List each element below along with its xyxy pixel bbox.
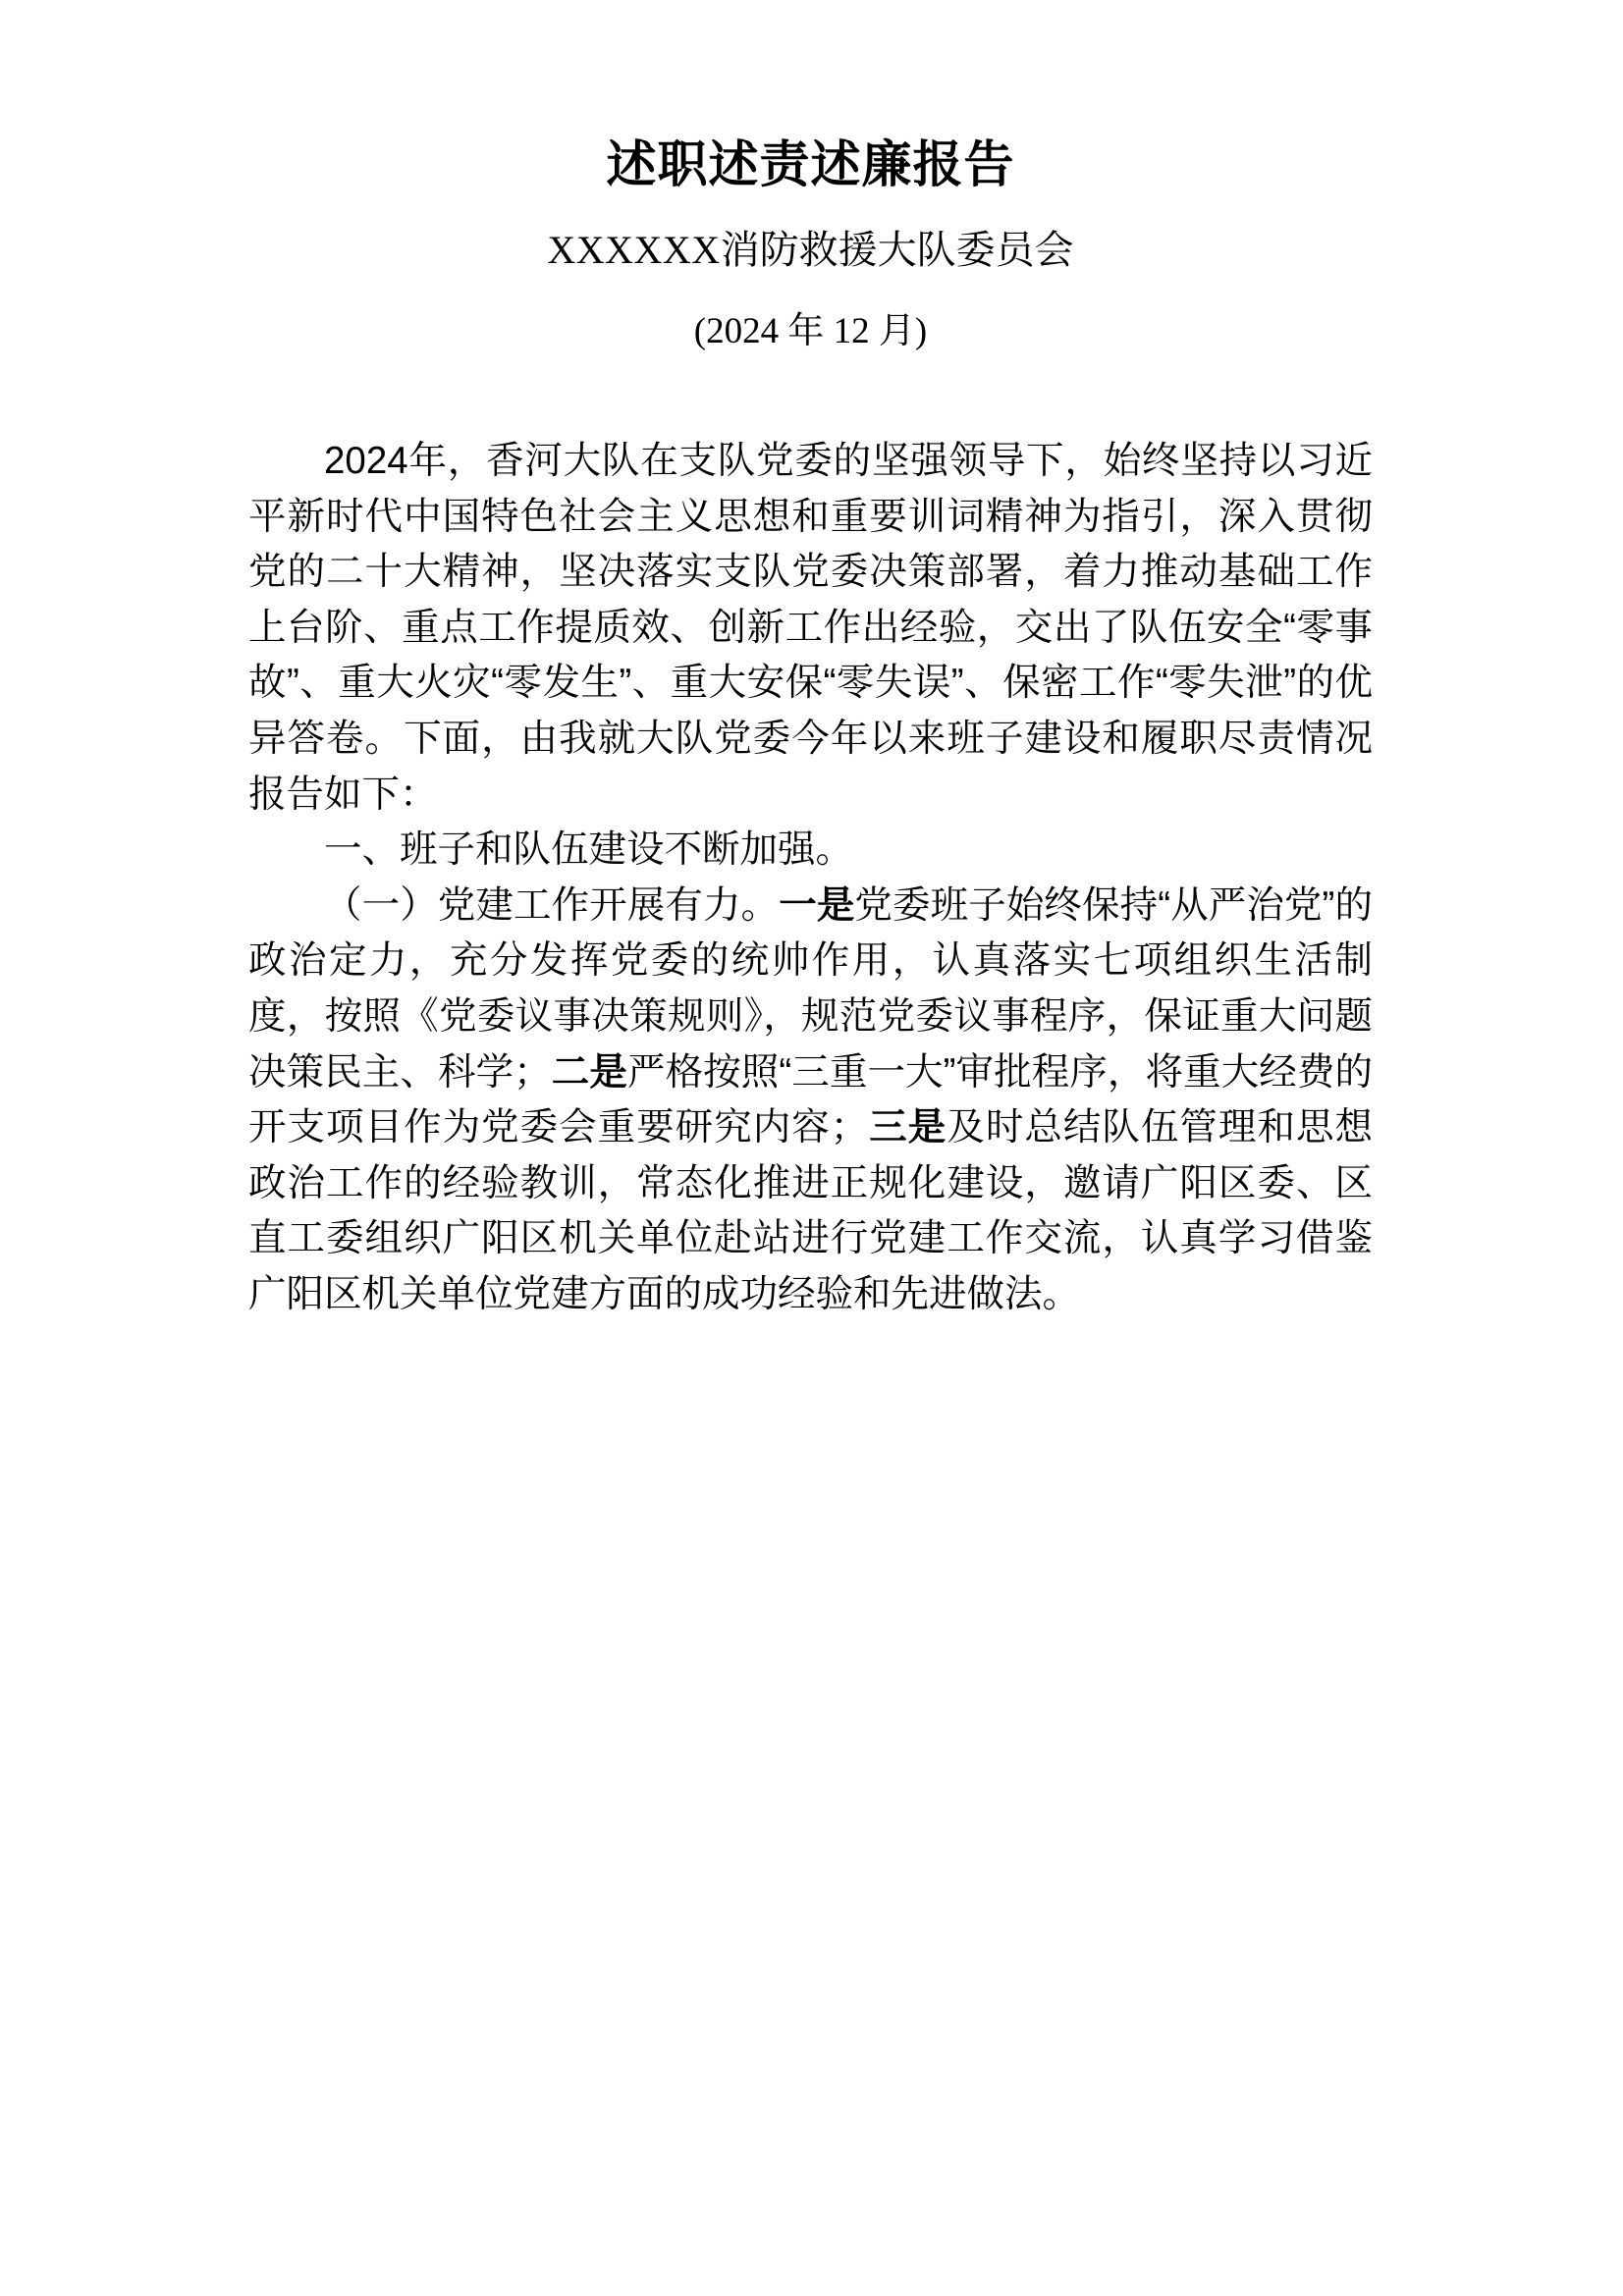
paragraph-section-one-heading: 一、班子和队伍建设不断加强。 (324, 828, 854, 872)
emphasis-text: 二是 (551, 1050, 627, 1094)
subtitle-organization-name: 消防救援大队委员会 (720, 228, 1074, 272)
paragraph-subsection-one: （一）党建工作开展有力。一是党委班子始终保持“从严治党”的政治定力，充分发挥党委的统帅作用，认真落实七项组织生活制度，按照《党委议事决策规则》，规范党委议事程序，保证重大问题决策民主、科学；二是严格按照“三重一大”审批程序，将重大经费的开支项目作为党委会重要研究内容；三是及时总结队伍管理和思想政治工作的经验教训，常态化推进正规化建设，邀请广阳区委、区直工委组织广阳区机关单位赴站进行党建工作交流，认真学习借鉴广阳区机关单位党建方面的成功经验和先进做法。 (248, 883, 1373, 1315)
document-body (248, 349, 1373, 1323)
document-subtitle (248, 189, 1373, 270)
paragraph-opening: 2024年，香河大队在支队党委的坚强领导下，始终坚持以习近平新时代中国特色社会主义思想和重要训词精神为指引，深入贯彻党的二十大精神，坚决落实支队党委决策部署，着力推动基础工作上台阶、重点工作提质效、创新工作出经验，交出了队伍安全“零事故”、重大火灾“零发生”、重大安保“零失误”、保密工作“零失泄”的优异答卷。下面，由我就大队党委今年以来班子建设和履职尽责情况报告如下： (248, 440, 1373, 816)
page-title: 述职述责述廉报告 (606, 136, 1015, 192)
emphasis-text: 一是 (779, 883, 855, 927)
subtitle-organization-code: XXXXXX (547, 228, 721, 272)
document-date: (2024 年 12 月) (693, 311, 928, 351)
emphasis-text: 三是 (868, 1106, 947, 1149)
document-content (248, 0, 1373, 1323)
